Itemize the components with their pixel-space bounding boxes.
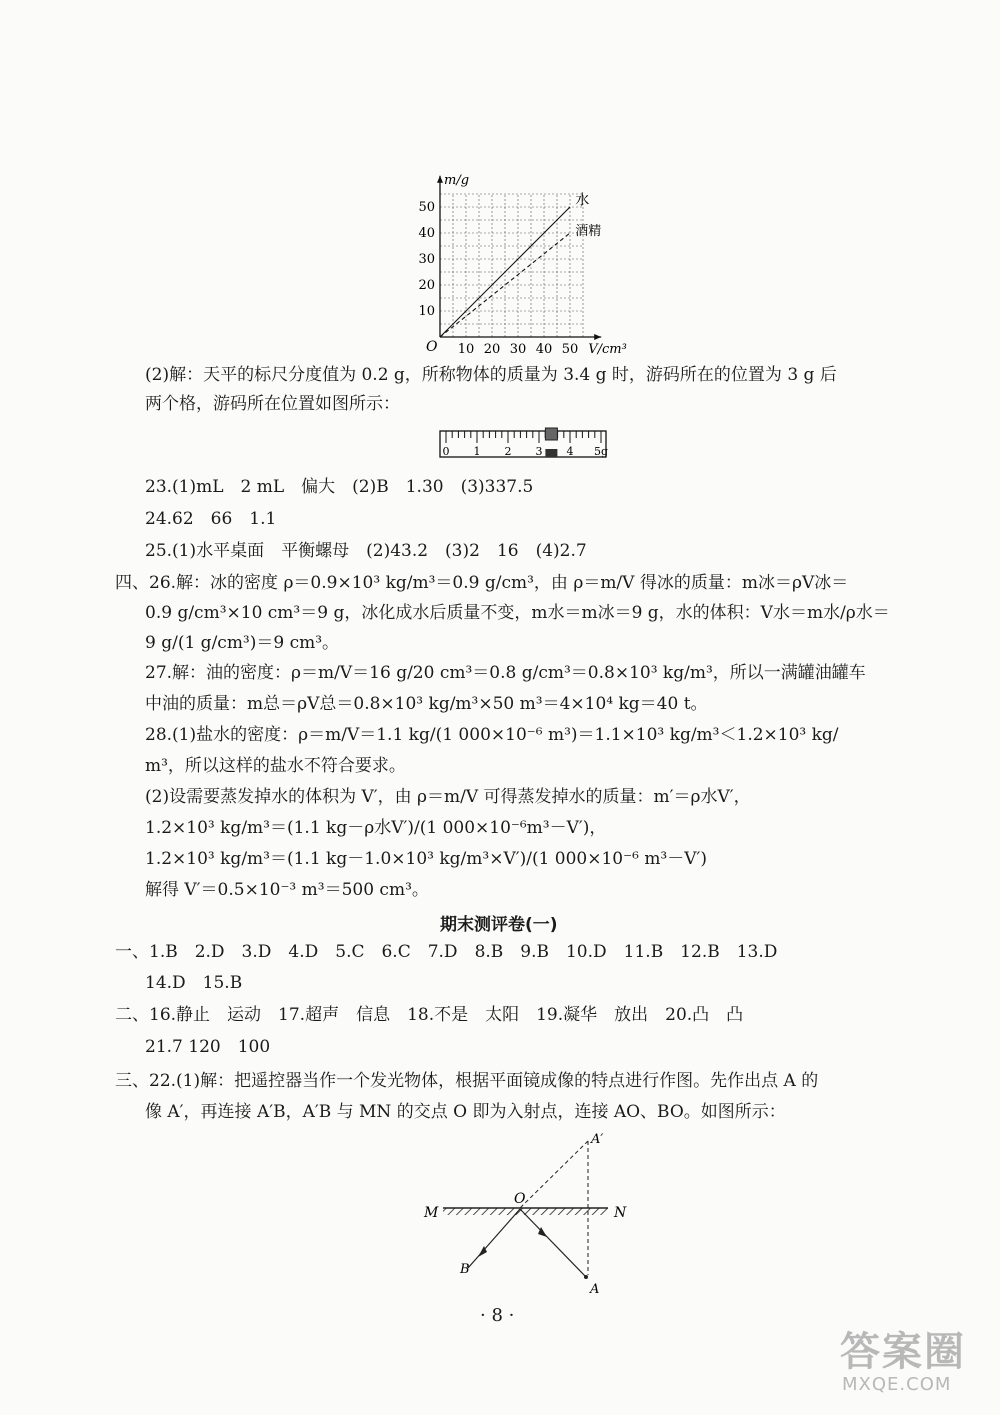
label-a: A xyxy=(590,1282,600,1297)
text-line: 二、16.静止 运动 17.超声 信息 18.不是 太阳 19.凝华 放出 20.凸 凸 xyxy=(115,1005,744,1025)
label-b: B xyxy=(460,1262,470,1277)
ruler-label: 2 xyxy=(504,445,512,458)
rider-top xyxy=(545,428,557,440)
x-axis-title: V/cm³ xyxy=(588,342,627,357)
watermark-url: MXQE.COM xyxy=(842,1374,952,1395)
text-line: 两个格，游码所在位置如图所示： xyxy=(145,394,400,414)
y-axis-arrow xyxy=(437,176,443,183)
x-tick-label: 30 xyxy=(509,342,527,357)
x-axis-arrow xyxy=(594,334,601,340)
rider-bottom xyxy=(545,449,557,457)
y-tick-label: 40 xyxy=(418,226,435,241)
x-tick-label: 50 xyxy=(561,342,579,357)
page-number: · 8 · xyxy=(480,1305,515,1326)
incident-ray xyxy=(520,1209,586,1277)
text-line: 1.2×10³ kg/m³＝(1.1 kg－1.0×10³ kg/m³×V′)/(1 000×10⁻⁶ m³－V′) xyxy=(145,849,708,869)
label-o: O xyxy=(514,1191,526,1207)
text-line: 28.(1)盐水的密度：ρ＝m/V＝1.1 kg/(1 000×10⁻⁶ m³)＝1.1×10³ kg/m³＜1.2×10³ kg/ xyxy=(145,725,839,745)
text-line: 25.(1)水平桌面 平衡螺母 (2)43.2 (3)2 16 (4)2.7 xyxy=(145,541,587,561)
text-line: 24.62 66 1.1 xyxy=(145,509,277,529)
balance-ruler xyxy=(438,425,613,465)
image-ray xyxy=(520,1141,588,1208)
text-line: 23.(1)mL 2 mL 偏大 (2)B 1.30 (3)337.5 xyxy=(145,477,534,497)
label-m: M xyxy=(424,1205,439,1221)
series-label: 酒精 xyxy=(575,224,602,239)
reflected-ray xyxy=(468,1209,520,1268)
ruler-label: 5g xyxy=(593,445,609,458)
x-tick-label: 20 xyxy=(483,342,501,357)
text-line: 中油的质量：m总＝ρV总＝0.8×10³ kg/m³×50 m³＝4×10⁴ kg＝40 t。 xyxy=(145,694,708,714)
chart-series xyxy=(440,207,570,337)
text-line: 21.7 120 100 xyxy=(145,1037,271,1057)
mass-volume-chart xyxy=(415,170,635,360)
label-a-prime: A′ xyxy=(591,1132,604,1147)
text-line: 解得 V′＝0.5×10⁻³ m³＝500 cm³。 xyxy=(145,880,429,900)
point-a xyxy=(584,1275,588,1279)
text-line: (2)解：天平的标尺分度值为 0.2 g，所称物体的质量为 3.4 g 时，游码所在的位置为 3 g 后 xyxy=(145,365,837,385)
y-axis-title: m/g xyxy=(444,172,470,188)
y-tick-label: 50 xyxy=(418,200,435,215)
label-n: N xyxy=(614,1205,627,1221)
ruler-label: 1 xyxy=(473,445,481,458)
ruler-label: 3 xyxy=(535,445,543,458)
text-line: (2)设需要蒸发掉水的体积为 V′，由 ρ＝m/V 可得蒸发掉水的质量：m′＝ρ水V′， xyxy=(145,787,751,807)
series-label: 水 xyxy=(575,192,590,209)
origin-label: O xyxy=(426,339,438,355)
text-line: 三、22.(1)解：把遥控器当作一个发光物体，根据平面镜成像的特点进行作图。先作出点 A 的 xyxy=(115,1071,819,1091)
text-line: m³，所以这样的盐水不符合要求。 xyxy=(145,756,406,776)
x-tick-label: 40 xyxy=(535,342,553,357)
y-tick-label: 20 xyxy=(418,278,435,293)
text-line: 0.9 g/cm³×10 cm³＝9 g，冰化成水后质量不变，m水＝m冰＝9 g，水的体积：V水＝m水/ρ水＝ xyxy=(145,603,890,623)
text-line: 四、26.解：冰的密度 ρ＝0.9×10³ kg/m³＝0.9 g/cm³，由 ρ＝m/V 得冰的质量：m冰＝ρV冰＝ xyxy=(115,573,849,593)
plane-mirror-diagram xyxy=(410,1125,640,1300)
watermark-logo: 答案圈 xyxy=(840,1329,966,1375)
series-line-0 xyxy=(440,207,570,337)
y-tick-label: 10 xyxy=(418,304,435,319)
text-line: 像 A′，再连接 A′B，A′B 与 MN 的交点 O 即为入射点，连接 AO、BO。如图所示： xyxy=(145,1102,786,1122)
text-line: 14.D 15.B xyxy=(145,973,243,993)
chart-labels xyxy=(418,173,626,357)
text-line: 27.解：油的密度：ρ＝m/V＝16 g/20 cm³＝0.8 g/cm³＝0.8×10³ kg/m³，所以一满罐油罐车 xyxy=(145,663,866,683)
ruler-label: 0 xyxy=(442,445,450,458)
y-tick-label: 30 xyxy=(418,252,435,267)
section-title: 期末测评卷(一) xyxy=(440,915,558,935)
text-line: 1.2×10³ kg/m³＝(1.1 kg－ρ水V′)/(1 000×10⁻⁶m³－V′)， xyxy=(145,818,607,838)
x-tick-label: 10 xyxy=(457,342,475,357)
text-line: 一、1.B 2.D 3.D 4.D 5.C 6.C 7.D 8.B 9.B 10.D 11.B 12.B 13.D xyxy=(115,942,778,962)
text-line: 9 g/(1 g/cm³)＝9 cm³。 xyxy=(145,633,340,653)
ruler-label: 4 xyxy=(566,445,574,458)
